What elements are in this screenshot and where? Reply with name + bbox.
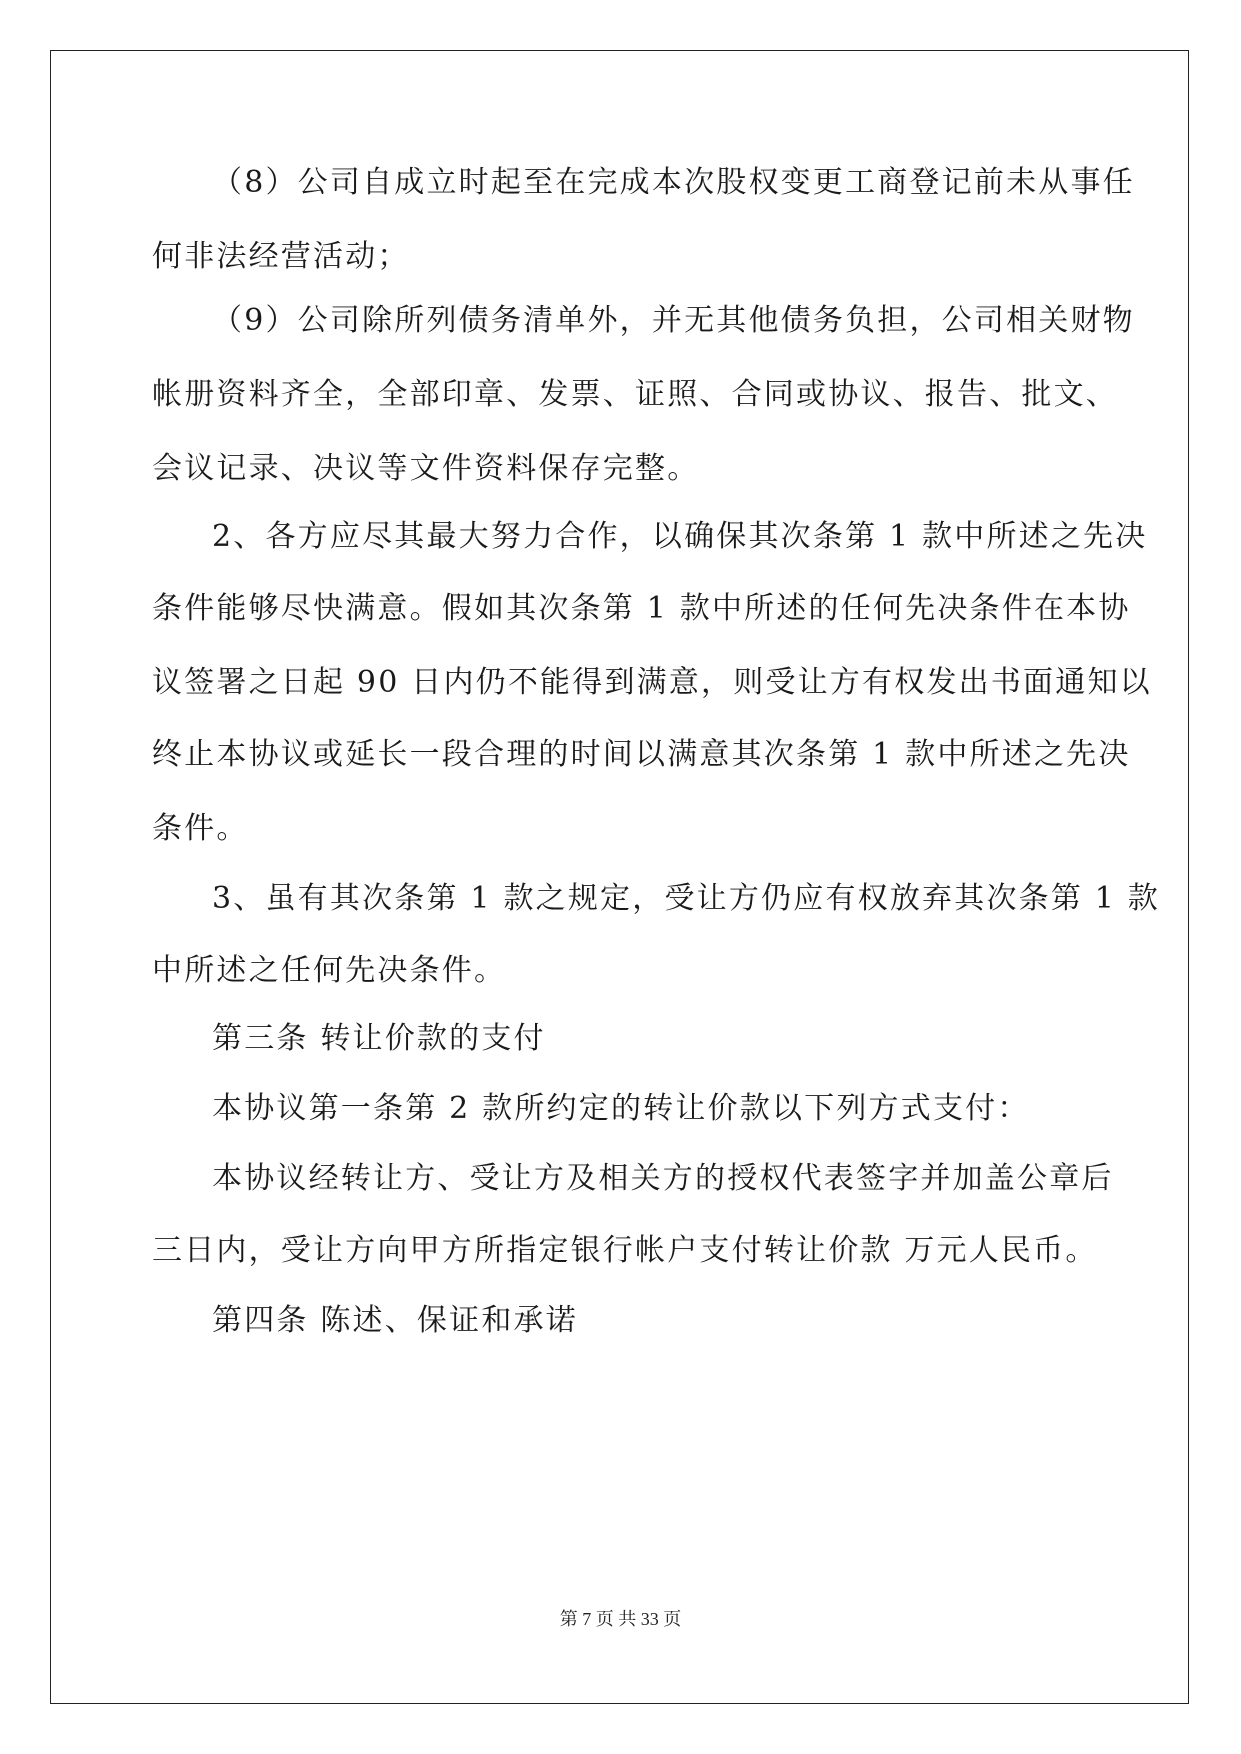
section-heading: 第三条 转让价款的支付 <box>212 1021 546 1056</box>
text-line: 3、虽有其次条第 1 款之规定，受让方仍应有权放弃其次条第 1 款 <box>212 881 1161 916</box>
text-line: 本协议经转让方、受让方及相关方的授权代表签字并加盖公章后 <box>212 1161 1114 1196</box>
text-line: 条件。 <box>152 811 249 846</box>
text-line: 终止本协议或延长一段合理的时间以满意其次条第 1 款中所述之先决 <box>152 737 1131 772</box>
text-line: 何非法经营活动； <box>152 239 410 274</box>
text-line: （9）公司除所列债务清单外，并无其他债务负担，公司相关财物 <box>212 303 1135 338</box>
text-line: 三日内，受让方向甲方所指定银行帐户支付转让价款 万元人民币。 <box>152 1233 1098 1268</box>
page-number-footer: 第 7 页 共 33 页 <box>559 1609 682 1629</box>
text-line: 议签署之日起 90 日内仍不能得到满意，则受让方有权发出书面通知以 <box>152 665 1152 700</box>
text-line: 2、各方应尽其最大努力合作，以确保其次条第 1 款中所述之先决 <box>212 519 1148 554</box>
text-line: 中所述之任何先决条件。 <box>152 953 507 988</box>
text-line: 会议记录、决议等文件资料保存完整。 <box>152 451 700 486</box>
text-line: 条件能够尽快满意。假如其次条第 1 款中所述的任何先决条件在本协 <box>152 591 1131 626</box>
section-heading: 第四条 陈述、保证和承诺 <box>212 1303 578 1338</box>
text-line: 本协议第一条第 2 款所约定的转让价款以下列方式支付： <box>212 1091 1030 1126</box>
text-line: （8）公司自成立时起至在完成本次股权变更工商登记前未从事任 <box>212 165 1135 200</box>
text-line: 帐册资料齐全，全部印章、发票、证照、合同或协议、报告、批文、 <box>152 377 1118 412</box>
